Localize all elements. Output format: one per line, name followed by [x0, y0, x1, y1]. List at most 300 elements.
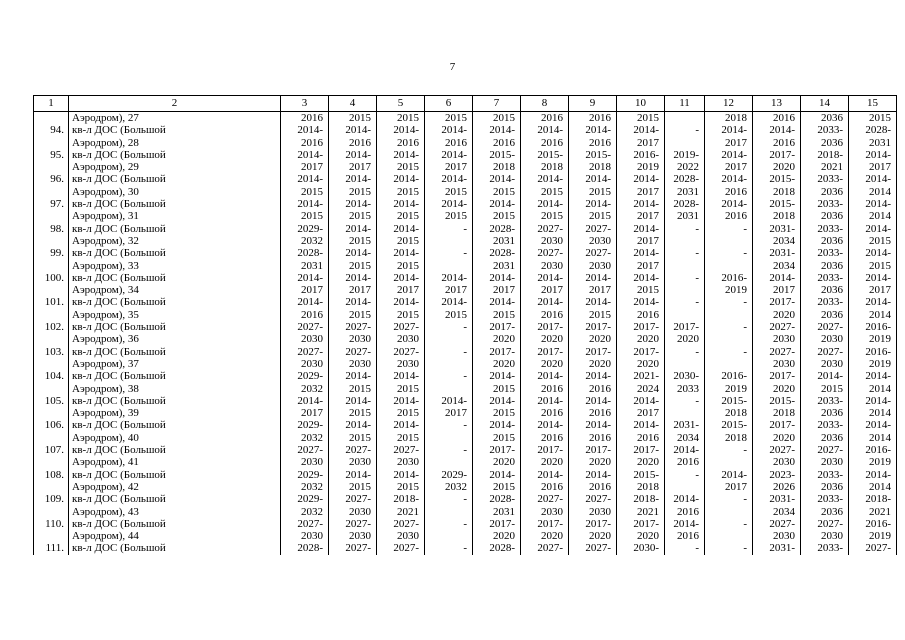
row-number-cell: 98.: [34, 223, 69, 235]
value-cell: 2015: [377, 432, 425, 444]
table-row: [34, 407, 897, 419]
column-header: 15: [849, 96, 897, 112]
value-cell: 2014-: [849, 247, 897, 259]
value-cell: 2036: [801, 284, 849, 296]
value-cell: 2019: [849, 333, 897, 345]
value-cell: 2028-: [281, 542, 329, 554]
value-cell: 2033-: [801, 198, 849, 210]
value-cell: [665, 358, 705, 370]
table-row: [34, 309, 897, 321]
value-cell: 2015: [425, 309, 473, 321]
value-cell: 2015: [329, 481, 377, 493]
value-cell: [425, 432, 473, 444]
value-cell: 2030: [377, 358, 425, 370]
value-cell: 2014-: [705, 198, 753, 210]
value-cell: 2014-: [473, 395, 521, 407]
value-cell: 2017: [425, 407, 473, 419]
value-cell: 2014-: [329, 419, 377, 431]
value-cell: [665, 260, 705, 272]
value-cell: 2016-: [705, 370, 753, 382]
table-row: [34, 272, 897, 284]
value-cell: 2015: [569, 210, 617, 222]
value-cell: 2020: [473, 456, 521, 468]
value-cell: [705, 456, 753, 468]
table-row: [34, 161, 897, 173]
value-cell: 2014-: [521, 124, 569, 136]
row-number-cell: 101.: [34, 296, 69, 308]
row-name-cell: Аэродром), 30: [69, 186, 281, 198]
value-cell: 2015: [377, 210, 425, 222]
value-cell: -: [425, 444, 473, 456]
value-cell: 2028-: [849, 124, 897, 136]
table-row: [34, 149, 897, 161]
column-header: 10: [617, 96, 665, 112]
value-cell: 2034: [753, 235, 801, 247]
value-cell: 2028-: [665, 173, 705, 185]
value-cell: 2027-: [569, 493, 617, 505]
value-cell: 2027-: [521, 493, 569, 505]
row-number-cell: 111.: [34, 542, 69, 554]
value-cell: 2028-: [281, 247, 329, 259]
value-cell: 2027-: [329, 493, 377, 505]
value-cell: 2014-: [473, 469, 521, 481]
value-cell: 2029-: [425, 469, 473, 481]
value-cell: -: [425, 419, 473, 431]
value-cell: 2018: [617, 481, 665, 493]
value-cell: -: [705, 518, 753, 530]
value-cell: 2017-: [521, 444, 569, 456]
value-cell: 2014-: [521, 296, 569, 308]
value-cell: 2014-: [521, 272, 569, 284]
value-cell: 2020: [521, 333, 569, 345]
value-cell: -: [665, 542, 705, 554]
value-cell: 2014-: [849, 395, 897, 407]
value-cell: 2014-: [425, 272, 473, 284]
value-cell: 2020: [617, 530, 665, 542]
value-cell: 2020: [521, 530, 569, 542]
value-cell: 2030: [281, 358, 329, 370]
value-cell: 2030: [753, 456, 801, 468]
value-cell: [665, 309, 705, 321]
value-cell: 2014-: [377, 124, 425, 136]
value-cell: 2016: [569, 112, 617, 125]
value-cell: 2020: [753, 161, 801, 173]
value-cell: 2017-: [753, 296, 801, 308]
value-cell: 2014-: [377, 419, 425, 431]
value-cell: 2021: [377, 506, 425, 518]
value-cell: 2014-: [569, 272, 617, 284]
value-cell: 2015: [425, 112, 473, 125]
value-cell: 2014-: [281, 395, 329, 407]
table-row: [34, 137, 897, 149]
value-cell: 2014-: [377, 469, 425, 481]
value-cell: 2018: [705, 407, 753, 419]
value-cell: 2014: [849, 432, 897, 444]
table-row: [34, 456, 897, 468]
row-number-cell: 108.: [34, 469, 69, 481]
row-number-cell: [34, 284, 69, 296]
value-cell: 2027-: [281, 346, 329, 358]
value-cell: 2027-: [849, 542, 897, 554]
value-cell: 2027-: [569, 247, 617, 259]
value-cell: 2015: [521, 186, 569, 198]
value-cell: 2015: [329, 235, 377, 247]
value-cell: 2014-: [281, 296, 329, 308]
value-cell: 2014-: [753, 124, 801, 136]
row-number-cell: [34, 333, 69, 345]
row-name-cell: Аэродром), 33: [69, 260, 281, 272]
row-name-cell: кв-л ДОС (Большой: [69, 321, 281, 333]
value-cell: 2020: [473, 358, 521, 370]
column-header: 4: [329, 96, 377, 112]
value-cell: 2027-: [801, 518, 849, 530]
value-cell: 2017-: [521, 518, 569, 530]
row-number-cell: [34, 137, 69, 149]
table-row: [34, 124, 897, 136]
value-cell: 2014-: [329, 223, 377, 235]
value-cell: 2015: [281, 186, 329, 198]
row-name-cell: Аэродром), 40: [69, 432, 281, 444]
value-cell: 2017-: [521, 346, 569, 358]
value-cell: 2033-: [801, 247, 849, 259]
value-cell: 2015: [377, 309, 425, 321]
row-name-cell: кв-л ДОС (Большой: [69, 542, 281, 554]
value-cell: 2027-: [569, 223, 617, 235]
row-name-cell: кв-л ДОС (Большой: [69, 370, 281, 382]
value-cell: 2018: [753, 210, 801, 222]
value-cell: 2021: [849, 506, 897, 518]
value-cell: 2036: [801, 481, 849, 493]
value-cell: 2014-: [281, 124, 329, 136]
value-cell: 2015: [617, 284, 665, 296]
value-cell: 2017: [849, 284, 897, 296]
value-cell: -: [665, 395, 705, 407]
value-cell: 2027-: [521, 223, 569, 235]
value-cell: 2016: [377, 137, 425, 149]
value-cell: [665, 481, 705, 493]
value-cell: 2016-: [617, 149, 665, 161]
value-cell: 2033: [665, 383, 705, 395]
value-cell: 2036: [801, 407, 849, 419]
value-cell: 2015: [425, 210, 473, 222]
value-cell: 2016: [521, 432, 569, 444]
value-cell: 2031-: [753, 223, 801, 235]
value-cell: 2030: [377, 333, 425, 345]
value-cell: 2017: [425, 161, 473, 173]
column-header: 3: [281, 96, 329, 112]
value-cell: 2027-: [329, 518, 377, 530]
value-cell: 2029-: [281, 493, 329, 505]
value-cell: -: [425, 321, 473, 333]
value-cell: 2028-: [473, 247, 521, 259]
value-cell: 2027-: [377, 542, 425, 554]
value-cell: 2014-: [329, 296, 377, 308]
row-number-cell: [34, 260, 69, 272]
value-cell: 2016: [521, 137, 569, 149]
value-cell: [425, 260, 473, 272]
value-cell: 2033-: [801, 296, 849, 308]
value-cell: 2017: [617, 210, 665, 222]
row-number-cell: 103.: [34, 346, 69, 358]
value-cell: 2014-: [329, 124, 377, 136]
value-cell: 2017: [329, 284, 377, 296]
value-cell: [665, 235, 705, 247]
table-row: [34, 260, 897, 272]
value-cell: 2032: [281, 235, 329, 247]
value-cell: 2036: [801, 309, 849, 321]
value-cell: 2031: [473, 260, 521, 272]
value-cell: 2014-: [753, 272, 801, 284]
value-cell: 2014-: [665, 444, 705, 456]
value-cell: 2014-: [377, 296, 425, 308]
value-cell: 2027-: [753, 321, 801, 333]
value-cell: 2016-: [849, 444, 897, 456]
value-cell: 2014-: [521, 198, 569, 210]
value-cell: 2018: [473, 161, 521, 173]
value-cell: 2018: [705, 432, 753, 444]
row-name-cell: кв-л ДОС (Большой: [69, 124, 281, 136]
value-cell: 2014-: [569, 395, 617, 407]
column-header: 9: [569, 96, 617, 112]
table-row: [34, 210, 897, 222]
value-cell: 2015: [377, 235, 425, 247]
value-cell: 2034: [753, 506, 801, 518]
value-cell: 2017-: [521, 321, 569, 333]
row-name-cell: кв-л ДОС (Большой: [69, 296, 281, 308]
value-cell: 2017: [617, 260, 665, 272]
table-row: [34, 493, 897, 505]
value-cell: 2014-: [849, 198, 897, 210]
row-name-cell: кв-л ДОС (Большой: [69, 149, 281, 161]
column-header: 1: [34, 96, 69, 112]
value-cell: 2016: [521, 309, 569, 321]
value-cell: 2020: [473, 333, 521, 345]
value-cell: 2016: [521, 112, 569, 125]
row-name-cell: Аэродром), 41: [69, 456, 281, 468]
value-cell: 2014-: [425, 296, 473, 308]
value-cell: 2031: [665, 186, 705, 198]
value-cell: 2027-: [377, 444, 425, 456]
page-number: 7: [449, 61, 456, 73]
value-cell: 2015: [849, 112, 897, 125]
row-name-cell: Аэродром), 31: [69, 210, 281, 222]
value-cell: -: [425, 493, 473, 505]
value-cell: 2031-: [753, 542, 801, 554]
value-cell: [425, 506, 473, 518]
value-cell: 2030: [281, 530, 329, 542]
table-row: [34, 346, 897, 358]
value-cell: 2014-: [425, 173, 473, 185]
value-cell: 2032: [425, 481, 473, 493]
value-cell: 2016-: [849, 321, 897, 333]
row-number-cell: 94.: [34, 124, 69, 136]
value-cell: 2014-: [569, 124, 617, 136]
table-row: [34, 173, 897, 185]
row-number-cell: [34, 432, 69, 444]
value-cell: 2030: [753, 333, 801, 345]
value-cell: 2030: [753, 530, 801, 542]
value-cell: 2027-: [521, 542, 569, 554]
value-cell: 2019: [705, 383, 753, 395]
value-cell: 2015: [473, 186, 521, 198]
value-cell: 2036: [801, 186, 849, 198]
value-cell: 2014-: [329, 469, 377, 481]
value-cell: [665, 407, 705, 419]
value-cell: -: [665, 296, 705, 308]
value-cell: 2036: [801, 137, 849, 149]
row-number-cell: [34, 358, 69, 370]
table-row: [34, 112, 897, 125]
value-cell: 2014-: [569, 296, 617, 308]
value-cell: 2015: [473, 309, 521, 321]
value-cell: 2014-: [849, 223, 897, 235]
value-cell: 2017-: [753, 149, 801, 161]
row-name-cell: кв-л ДОС (Большой: [69, 247, 281, 259]
value-cell: 2015: [849, 235, 897, 247]
value-cell: 2014-: [569, 419, 617, 431]
value-cell: 2016: [569, 432, 617, 444]
value-cell: 2015-: [753, 173, 801, 185]
table-row: [34, 419, 897, 431]
value-cell: 2031: [281, 260, 329, 272]
value-cell: [705, 333, 753, 345]
value-cell: 2019: [617, 161, 665, 173]
value-cell: 2014: [849, 309, 897, 321]
value-cell: [705, 309, 753, 321]
value-cell: 2030: [329, 456, 377, 468]
row-name-cell: Аэродром), 29: [69, 161, 281, 173]
value-cell: 2018: [705, 112, 753, 125]
value-cell: 2015: [377, 112, 425, 125]
value-cell: 2028-: [665, 198, 705, 210]
value-cell: 2020: [521, 456, 569, 468]
value-cell: 2015: [473, 432, 521, 444]
value-cell: 2027-: [377, 321, 425, 333]
row-name-cell: кв-л ДОС (Большой: [69, 346, 281, 358]
value-cell: 2014-: [617, 124, 665, 136]
value-cell: 2031: [849, 137, 897, 149]
value-cell: 2015-: [617, 469, 665, 481]
value-cell: 2018-: [377, 493, 425, 505]
value-cell: 2014-: [473, 124, 521, 136]
value-cell: 2015-: [705, 419, 753, 431]
value-cell: 2014-: [281, 149, 329, 161]
value-cell: 2014-: [425, 395, 473, 407]
value-cell: 2014-: [705, 149, 753, 161]
value-cell: 2014-: [801, 370, 849, 382]
table-row: [34, 383, 897, 395]
value-cell: 2014-: [521, 469, 569, 481]
value-cell: 2016: [569, 481, 617, 493]
value-cell: [705, 260, 753, 272]
value-cell: 2023-: [753, 469, 801, 481]
value-cell: 2016: [705, 186, 753, 198]
value-cell: 2014-: [521, 370, 569, 382]
value-cell: [425, 530, 473, 542]
value-cell: [425, 456, 473, 468]
value-cell: 2017: [849, 161, 897, 173]
value-cell: -: [425, 542, 473, 554]
value-cell: 2027-: [569, 542, 617, 554]
value-cell: 2016: [521, 407, 569, 419]
value-cell: 2018: [569, 161, 617, 173]
value-cell: 2014-: [705, 173, 753, 185]
value-cell: 2016: [665, 456, 705, 468]
value-cell: 2030: [801, 456, 849, 468]
value-cell: 2017: [705, 137, 753, 149]
value-cell: 2016: [705, 210, 753, 222]
value-cell: 2030-: [617, 542, 665, 554]
value-cell: 2014-: [521, 173, 569, 185]
value-cell: 2018-: [617, 493, 665, 505]
value-cell: -: [425, 370, 473, 382]
value-cell: 2014-: [849, 469, 897, 481]
value-cell: 2014-: [617, 173, 665, 185]
value-cell: -: [665, 346, 705, 358]
value-cell: 2014-: [849, 272, 897, 284]
value-cell: 2015-: [473, 149, 521, 161]
value-cell: 2036: [801, 210, 849, 222]
value-cell: 2016: [665, 506, 705, 518]
value-cell: 2014-: [569, 469, 617, 481]
value-cell: 2014-: [665, 518, 705, 530]
value-cell: -: [425, 247, 473, 259]
value-cell: 2034: [665, 432, 705, 444]
value-cell: 2014-: [665, 493, 705, 505]
row-name-cell: кв-л ДОС (Большой: [69, 493, 281, 505]
value-cell: 2036: [801, 506, 849, 518]
value-cell: -: [665, 469, 705, 481]
value-cell: 2032: [281, 481, 329, 493]
row-number-cell: [34, 481, 69, 493]
table-row: [34, 444, 897, 456]
value-cell: 2030: [521, 235, 569, 247]
value-cell: 2017-: [617, 518, 665, 530]
value-cell: 2014-: [473, 296, 521, 308]
value-cell: -: [705, 223, 753, 235]
row-number-cell: 106.: [34, 419, 69, 431]
value-cell: 2032: [281, 383, 329, 395]
row-number-cell: 96.: [34, 173, 69, 185]
value-cell: 2027-: [281, 321, 329, 333]
table-row: [34, 469, 897, 481]
value-cell: 2015: [377, 383, 425, 395]
value-cell: 2014: [849, 210, 897, 222]
value-cell: 2014: [849, 186, 897, 198]
value-cell: 2017: [705, 161, 753, 173]
value-cell: 2027-: [801, 346, 849, 358]
value-cell: 2016-: [849, 518, 897, 530]
column-header: 14: [801, 96, 849, 112]
table-row: [34, 333, 897, 345]
value-cell: 2014-: [329, 173, 377, 185]
value-cell: 2016-: [849, 346, 897, 358]
row-name-cell: Аэродром), 42: [69, 481, 281, 493]
value-cell: 2021: [801, 161, 849, 173]
value-cell: 2017-: [569, 518, 617, 530]
row-name-cell: Аэродром), 37: [69, 358, 281, 370]
value-cell: 2017: [705, 481, 753, 493]
value-cell: [425, 383, 473, 395]
value-cell: 2016: [473, 137, 521, 149]
value-cell: 2014-: [329, 198, 377, 210]
value-cell: 2014-: [425, 124, 473, 136]
row-name-cell: кв-л ДОС (Большой: [69, 395, 281, 407]
value-cell: 2014-: [849, 419, 897, 431]
value-cell: 2015: [569, 309, 617, 321]
row-name-cell: Аэродром), 44: [69, 530, 281, 542]
value-cell: 2017: [281, 284, 329, 296]
